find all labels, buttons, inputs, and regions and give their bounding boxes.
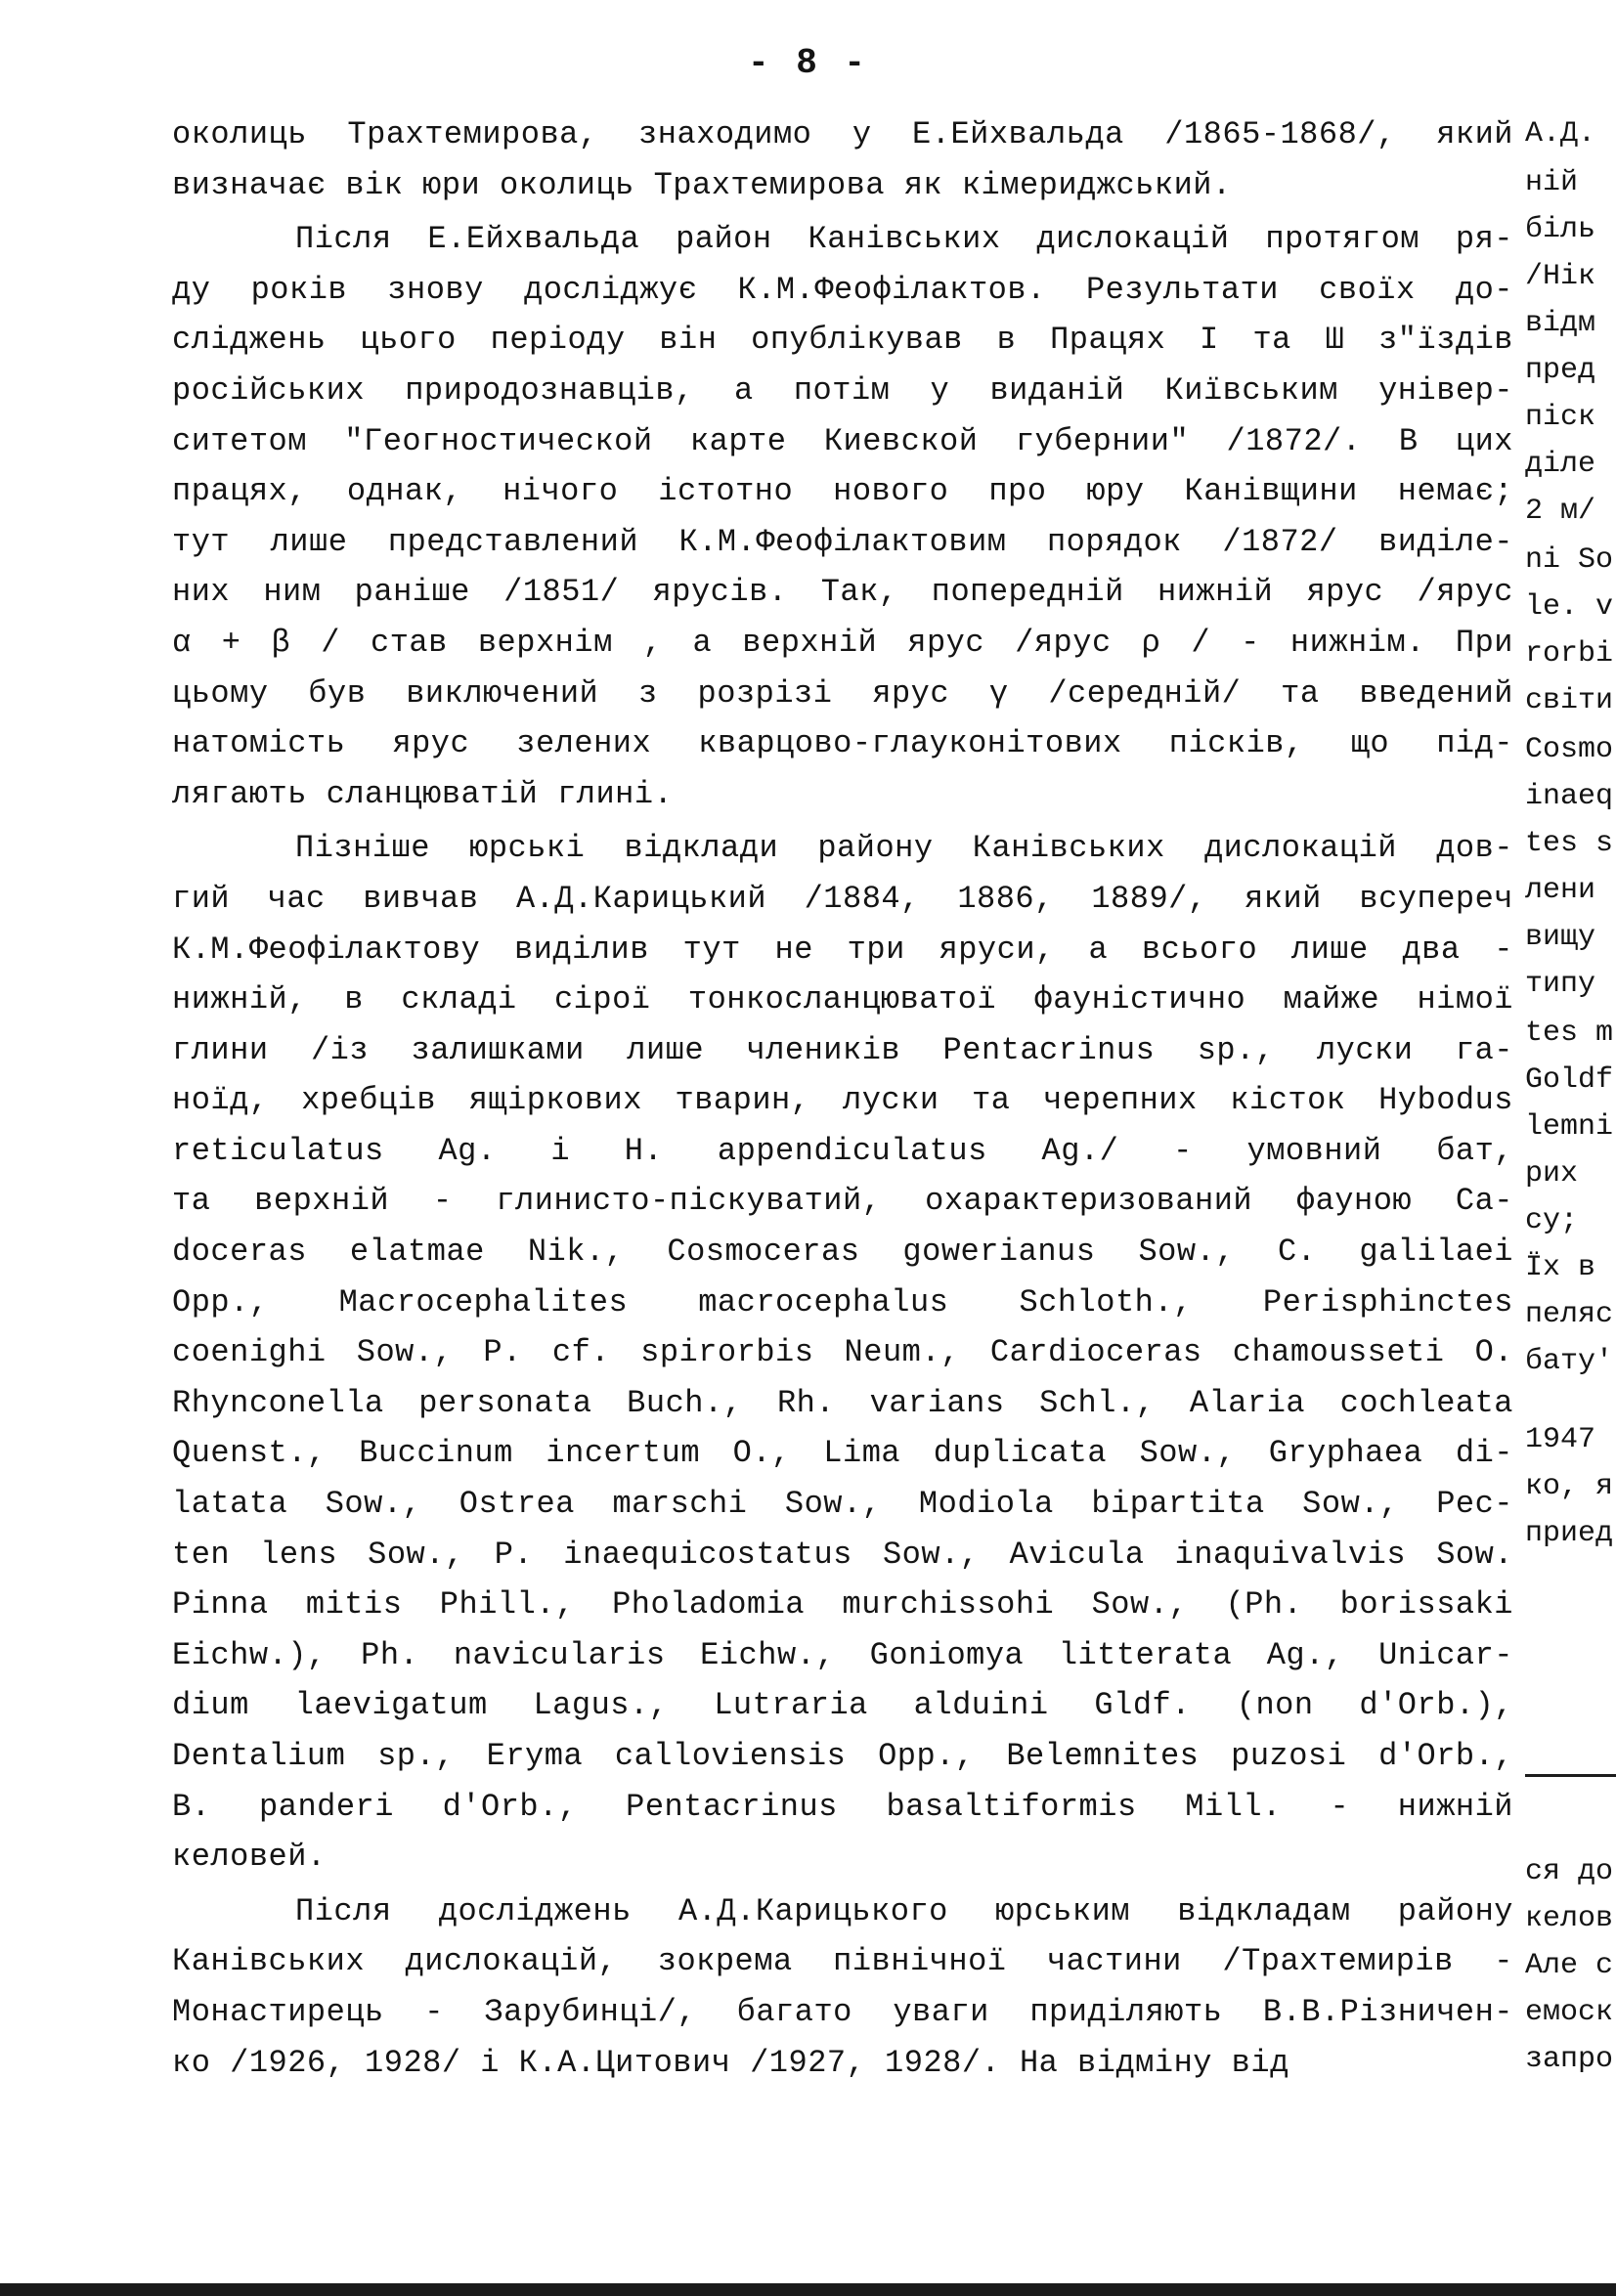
paragraph — [172, 1886, 1513, 2088]
text-line: Rhynconella personata Buch., Rh. varians Schl., Alaria cochleata — [172, 1384, 1513, 1421]
text-line: coenighi Sow., P. cf. spirorbis Neum., Cardioceras chamousseti O. — [172, 1334, 1513, 1371]
paragraph — [172, 109, 1513, 210]
text-line: α + β / став верхнім , а верхній ярус /ярус ρ / - нижнім. При — [172, 624, 1513, 661]
text-line: ду років знову досліджує К.М.Феофілактов. Результати своїх до- — [172, 271, 1513, 308]
text-line: Opp., Macrocephalites macrocephalus Schloth., Perisphinctes — [172, 1283, 1513, 1321]
adjacent-page-fragment: пред — [1525, 354, 1596, 387]
text-line: Pinna mitis Phill., Pholadomia murchissohi Sow., (Ph. borissaki — [172, 1586, 1513, 1624]
text-line: Quenst., Buccinum incertum O., Lima duplicata Sow., Gryphaea di- — [172, 1435, 1513, 1472]
text-line: гий час вивчав А.Д.Карицький /1884, 1886, 1889/, який всупереч — [172, 880, 1513, 917]
text-line: нижній, в складі сірої тонкосланцюватої фауністично майже німої — [172, 981, 1513, 1018]
adjacent-page-fragment: inaeq — [1525, 780, 1614, 813]
adjacent-page-fragment: Cosmo — [1525, 733, 1614, 766]
adjacent-page-fragment: rorbi — [1525, 637, 1614, 671]
text-line: келовей. — [172, 1839, 327, 1876]
adjacent-page-fragment: lemni — [1525, 1110, 1614, 1144]
scan-bottom-edge — [0, 2283, 1616, 2296]
text-line: сліджень цього періоду він опублікував в Працях I та Ш з"їздів — [172, 322, 1513, 359]
adjacent-page-fragment: le. v — [1525, 590, 1614, 624]
adjacent-page-fragment: відм — [1525, 307, 1596, 340]
adjacent-page-fragment: А.Д. — [1525, 117, 1596, 151]
adjacent-page-fragment: піск — [1525, 401, 1596, 434]
text-line: К.М.Феофілактову виділив тут не три яруси, а всього лише два - — [172, 931, 1513, 968]
adjacent-page-fragment: tes s — [1525, 827, 1614, 860]
adjacent-page-fragment: бату' — [1525, 1345, 1614, 1378]
text-line: Dentalium sp., Eryma calloviensis Opp., Belemnites puzosi d'Orb., — [172, 1738, 1513, 1774]
adjacent-page-fragment: ко, я — [1525, 1470, 1614, 1503]
adjacent-page-fragment: лени — [1525, 874, 1596, 907]
adjacent-page-fragment: запро — [1525, 2043, 1614, 2076]
adjacent-page-fragment: су; — [1525, 1204, 1596, 1237]
paragraph — [172, 823, 1513, 1882]
adjacent-page-fragment: емоск — [1525, 1996, 1614, 2029]
text-line: dium laevigatum Lagus., Lutraria alduini Gldf. (non d'Orb.), — [172, 1687, 1513, 1724]
text-line: Eichw.), Ph. navicularis Eichw., Goniomya litterata Ag., Unicar- — [172, 1636, 1513, 1673]
text-line: ноїд, хребців ящіркових тварин, луски та черепних кісток Hybodus — [172, 1082, 1513, 1119]
text-line: Після Е.Ейхвальда район Канівських дислокацій протягом ря- — [295, 221, 1513, 258]
text-line: Канівських дислокацій, зокрема північної частини /Трахтемирів - — [172, 1943, 1513, 1980]
adjacent-page-fragment: 2 м/ — [1525, 495, 1596, 528]
adjacent-page-fragment: келов — [1525, 1902, 1614, 1935]
text-line: Після досліджень А.Д.Карицького юрським відкладам району — [295, 1892, 1513, 1929]
adjacent-page-fragment: ni So — [1525, 543, 1614, 577]
adjacent-page-fragment: діле — [1525, 448, 1596, 481]
adjacent-page-fragment: типу — [1525, 968, 1596, 1001]
text-line: ten lens Sow., P. inaequicostatus Sow., Avicula inaquivalvis Sow. — [172, 1536, 1513, 1573]
adjacent-page-strip — [1525, 0, 1616, 2296]
text-line: російських природознавців, а потім у виданій Київським універ- — [172, 371, 1513, 409]
adjacent-page-footnote-rule — [1525, 1774, 1616, 1777]
adjacent-page-fragment: ній — [1525, 166, 1579, 199]
text-line: працях, однак, нічого істотно нового про юру Канівщини немає; — [172, 473, 1513, 510]
adjacent-page-fragment: ся до — [1525, 1855, 1614, 1888]
adjacent-page-fragment: приед — [1525, 1517, 1614, 1550]
text-line: околиць Трахтемирова, знаходимо у Е.Ейхвальда /1865-1868/, який — [172, 116, 1513, 152]
adjacent-page-fragment: біль — [1525, 213, 1596, 246]
text-line: лягають сланцюватій глині. — [172, 775, 674, 812]
text-line: ко /1926, 1928/ і К.А.Цитович /1927, 1928/. На відміну від — [172, 2044, 1289, 2081]
text-line: та верхній - глинисто-піскуватий, охарактеризований фауною Ca- — [172, 1183, 1513, 1220]
adjacent-page-fragment: Їх в — [1525, 1251, 1596, 1284]
text-line: ситетом "Геогностической карте Киевской губернии" /1872/. В цих — [172, 422, 1513, 459]
text-line: визначає вік юри околиць Трахтемирова як кімериджський. — [172, 166, 1232, 203]
adjacent-page-fragment: вищу — [1525, 921, 1596, 954]
text-line: них ним раніше /1851/ ярусів. Так, попередній нижній ярус /ярус — [172, 574, 1513, 611]
text-line: B. panderi d'Orb., Pentacrinus basaltiformis Mill. - нижній — [172, 1788, 1513, 1825]
text-line: latata Sow., Ostrea marschi Sow., Modiola bipartita Sow., Pec- — [172, 1486, 1513, 1523]
text-line: Монастирець - Зарубинці/, багато уваги приділяють В.В.Різничен- — [172, 1993, 1513, 2030]
adjacent-page-fragment: Але с — [1525, 1949, 1614, 1982]
main-text-column — [172, 109, 1513, 2088]
adjacent-page-fragment: Goldf — [1525, 1063, 1614, 1097]
adjacent-page-fragment: 1947 — [1525, 1423, 1596, 1456]
adjacent-page-fragment: tes m — [1525, 1017, 1614, 1050]
text-line: натомість ярус зелених кварцово-глауконітових пісків, що під- — [172, 725, 1513, 762]
adjacent-page-fragment: світи — [1525, 684, 1614, 717]
text-line: тут лише представлений К.М.Феофілактовим порядок /1872/ виділе- — [172, 523, 1513, 560]
text-line: reticulatus Ag. і H. appendiculatus Ag./ - умовний бат, — [172, 1132, 1513, 1169]
page-number: - 8 - — [747, 43, 869, 83]
paragraph — [172, 214, 1513, 819]
adjacent-page-fragment: рих — [1525, 1157, 1579, 1191]
adjacent-page-fragment: /Нік — [1525, 260, 1596, 293]
text-line: глини /із залишками лише члеників Pentacrinus sp., луски га- — [172, 1031, 1513, 1068]
text-line: цьому був виключений з розрізі ярус γ /середній/ та введений — [172, 674, 1513, 712]
text-line: Пізніше юрські відклади району Канівських дислокацій дов- — [295, 830, 1513, 867]
adjacent-page-fragment: пеляс — [1525, 1298, 1614, 1331]
text-line: doceras elatmae Nik., Cosmoceras gowerianus Sow., C. galilaei — [172, 1234, 1513, 1271]
